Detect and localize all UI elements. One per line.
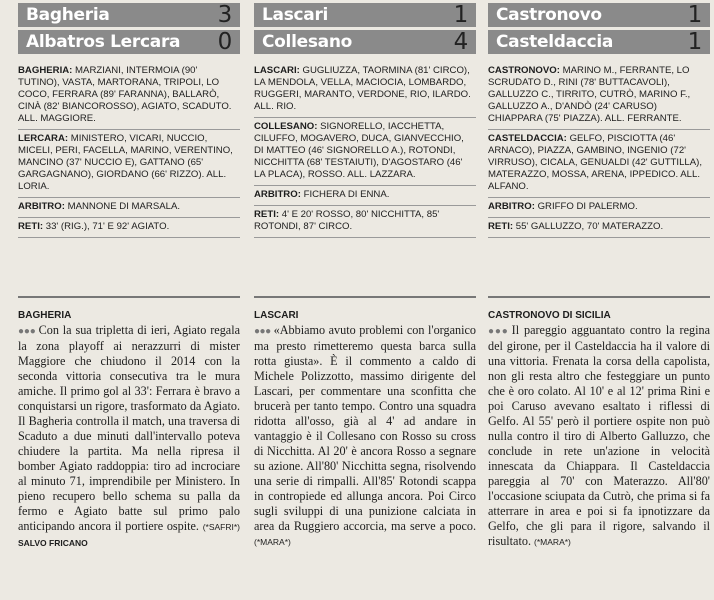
away-team-score: 0 xyxy=(217,29,232,55)
match-report xyxy=(254,310,476,550)
report-body: ●●● Con la sua tripletta di ieri, Agiato regala la zona playoff ai nerazzurri di mister Maggiore che chiudono il 2014 con la seconda vittoria consecutiva tra le mura amiche. Il primo gol al 33': Ferrara è bravo a conquistarsi un rigore, trasformato da Agiato. Il Bagheria controlla il match, una traversa di Scaduto a due minuti dall'intervallo poteva chiudere la partita. Ma nella ripresa il bomber Agiato raddoppia: tiro ad incrociare al minuto 71, imprendibile per Ministero. In pieno recupero bello schema su palla da fermo e Agiato batte sul primo palo anticipando ancora il portiere ospite. (*SAFRI*) SALVO FRICANO xyxy=(18,323,241,548)
goals: RETI: 55' GALLUZZO, 70' MATERAZZO. xyxy=(488,218,710,238)
bullet-dots: ●●● xyxy=(18,326,36,337)
match-column-bagheria xyxy=(18,0,240,600)
home-team-score: 3 xyxy=(217,2,232,28)
away-team-scorebar xyxy=(488,30,710,54)
goals: RETI: 33' (RIG.), 71' E 92' AGIATO. xyxy=(18,218,240,238)
lineup-section xyxy=(488,62,710,238)
lineup-section xyxy=(18,62,240,238)
home-team-score: 1 xyxy=(453,2,468,28)
home-lineup: LASCARI: GUGLIUZZA, TAORMINA (81' CIRCO), LA MENDOLA, VELLA, MACIOCIA, LOMBARDO, RUGGERI, MARANTO, VERDONE, RIO, ILARDO. ALL. RIO. xyxy=(254,62,476,118)
away-team-scorebar xyxy=(18,30,240,54)
report-dateline: BAGHERIA xyxy=(18,310,72,321)
report-body: ●●● «Abbiamo avuto problemi con l'organico ma presto rimetteremo questa barca sulla rotta giusta». È il commento a caldo di Michele Polizzotto, massimo dirigente del Lascari, per commentare una sconfitta che brucerà per tanto tempo. Contro una squadra ridotta all'osso, già al 4' ad andare in vantaggio è il Collesano con Rosso su cross di Nicchitta. Al 20' è ancora Rosso a segnare su azione. All'80' Nicchitta segna, risolvendo una serie di rimpalli. All'85' Rotondi scappa in contropiede ed allunga ancora. Poi Circo sugli sviluppi di una punizione calciata in area da Ruggiero accorcia, ma serve a poco. (*MARA*) xyxy=(254,323,476,547)
referee: ARBITRO: FICHERA DI ENNA. xyxy=(254,186,476,206)
home-lineup: BAGHERIA: MARZIANI, INTERMOIA (90' TUTINO), VASTA, MARTORANA, TRIPOLI, LO COCO, FERRARA (89' FARANNA), BALLARÒ, CINÀ (82' BIANCOROSSO), AGIATO, SCADUTO. ALL. MAGGIORE. xyxy=(18,62,240,130)
home-lineup: CASTRONOVO: MARINO M., FERRANTE, LO SCRUDATO D., RINI (78' BUTTACAVOLI), GALLUZZO C., TIRRITO, CUTRÒ, MARINO F., GALLUZZO A., D'ANDÒ (24' CARUSO) CHIAPPARA (75' PIAZZA). ALL. FERRANTE. xyxy=(488,62,710,130)
section-divider xyxy=(488,296,710,298)
away-team-scorebar xyxy=(254,30,476,54)
bullet-dots: ●●● xyxy=(488,326,509,337)
home-team-score: 1 xyxy=(687,2,702,28)
home-team-name: Castronovo xyxy=(496,5,602,25)
match-column-lascari xyxy=(254,0,476,600)
away-team-score: 4 xyxy=(453,29,468,55)
away-team-name: Albatros Lercara xyxy=(26,32,181,52)
match-report xyxy=(488,310,710,550)
match-report xyxy=(18,310,240,551)
goals: RETI: 4' E 20' ROSSO, 80' NICCHITTA, 85' ROTONDI, 87' CIRCO. xyxy=(254,206,476,238)
report-dateline: LASCARI xyxy=(254,310,299,321)
report-signature: (*MARA*) xyxy=(254,537,291,547)
report-signature: (*SAFRI*) xyxy=(202,522,241,532)
lineup-section xyxy=(254,62,476,238)
home-team-scorebar xyxy=(488,3,710,27)
match-column-castronovo xyxy=(488,0,710,600)
bullet-dots: ●●● xyxy=(254,326,271,337)
report-body: ●●● Il pareggio agguantato contro la regina del girone, per il Casteldaccia ha il valore di una vittoria. Frenata la corsa della capolista, non gli resta altro che festeggiare un punto che è oro colato. Al 10' e al 12' prima Rini e poi Caruso avevano esaltato i riflessi di Gelfo. Al 55' però il portiere ospite non può nulla contro il tiro di Alberto Galluzzo, che conclude in rete un'azione in velocità innescata da Chiappara. Il Casteldaccia pareggia al 70' con Materazzo. All'80' l'occasione sciupata da Cutrò, che prima si fa atterrare in area e poi si fa ipnotizzare da Gelfo, che gli para il rigore, salvando il risultato. (*MARA*) xyxy=(488,323,710,548)
away-lineup: CASTELDACCIA: GELFO, PISCIOTTA (46' ARNACO), PIAZZA, GAMBINO, INGENIO (72' VIRRUSO), CICALA, GENUALDI (42' GUTTILLA), MATERAZZO, MOSSA, ARENA, IPPEDICO. ALL. ALFANO. xyxy=(488,130,710,198)
home-team-scorebar xyxy=(254,3,476,27)
away-lineup: COLLESANO: SIGNORELLO, IACCHETTA, CILUFFO, MOGAVERO, DUCA, GIANVECCHIO, DI MATTEO (46' SIGNORELLO A.), ROTONDI, NICCHITTA (68' TESTAIUTI), D'AGOSTARO (46' LA PLACA), ROSSO. ALL. LAZZARA. xyxy=(254,118,476,186)
report-author: SALVO FRICANO xyxy=(18,538,88,548)
report-dateline: CASTRONOVO DI SICILIA xyxy=(488,310,611,321)
home-team-name: Bagheria xyxy=(26,5,110,25)
home-team-scorebar xyxy=(18,3,240,27)
section-divider xyxy=(18,296,240,298)
away-team-name: Casteldaccia xyxy=(496,32,614,52)
away-lineup: LERCARA: MINISTERO, VICARI, NUCCIO, MICELI, PERI, FACELLA, MARINO, VERENTINO, MANCINO (37' NUCCIO E), GATTANO (65' GARGAGNANO), GIORDANO (66' RIZZO). ALL. LORIA. xyxy=(18,130,240,198)
away-team-score: 1 xyxy=(687,29,702,55)
report-signature: (*MARA*) xyxy=(534,537,571,547)
home-team-name: Lascari xyxy=(262,5,329,25)
referee: ARBITRO: MANNONE DI MARSALA. xyxy=(18,198,240,218)
section-divider xyxy=(254,296,476,298)
away-team-name: Collesano xyxy=(262,32,353,52)
referee: ARBITRO: GRIFFO DI PALERMO. xyxy=(488,198,710,218)
